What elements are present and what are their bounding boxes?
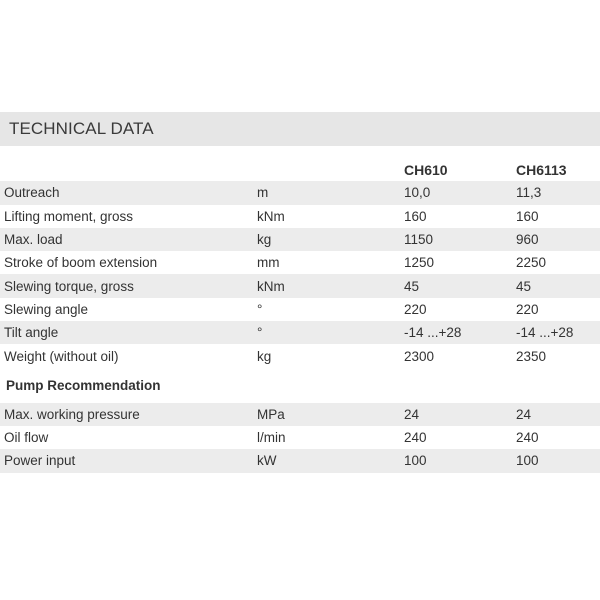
table-row <box>0 205 600 228</box>
row-value-ch6113: 2250 <box>516 255 547 271</box>
table-row <box>0 403 600 426</box>
row-value-ch610: 100 <box>404 453 427 469</box>
row-unit: kW <box>257 453 277 469</box>
row-value-ch6113: -14 ...+28 <box>516 325 574 341</box>
section-title: TECHNICAL DATA <box>0 112 600 146</box>
row-label: Outreach <box>4 185 60 201</box>
row-value-ch610: 1150 <box>404 232 434 248</box>
row-value-ch6113: 24 <box>516 406 532 422</box>
table-row <box>0 298 600 321</box>
row-value-ch610: 45 <box>404 278 420 294</box>
table-row <box>0 274 600 297</box>
row-unit: kNm <box>257 278 285 294</box>
row-value-ch610: 1250 <box>404 255 435 271</box>
row-value-ch6113: 220 <box>516 301 539 317</box>
row-value-ch610: 2300 <box>404 348 435 364</box>
row-value-ch610: 220 <box>404 301 427 317</box>
model-ch6113: CH6113 <box>516 161 567 178</box>
row-unit: kNm <box>257 208 285 224</box>
row-label: Power input <box>4 453 76 469</box>
row-label: Slewing angle <box>4 301 89 317</box>
row-value-ch6113: 240 <box>516 430 539 446</box>
table-row <box>0 449 600 472</box>
table-row <box>0 321 600 344</box>
row-unit: ° <box>257 325 263 341</box>
row-unit: kg <box>257 232 272 248</box>
spacer <box>0 146 600 158</box>
table-row <box>0 426 600 449</box>
row-unit: mm <box>257 255 280 271</box>
table-row <box>0 228 600 251</box>
row-unit: m <box>257 185 269 201</box>
model-header-row <box>0 158 600 181</box>
pump-section-title: Pump Recommendation <box>6 377 161 393</box>
row-label: Tilt angle <box>4 325 59 341</box>
model-ch610: CH610 <box>404 161 448 178</box>
row-value-ch610: 160 <box>404 208 427 224</box>
row-label: Lifting moment, gross <box>4 208 134 224</box>
row-label: Stroke of boom extension <box>4 255 158 271</box>
row-label: Max. working pressure <box>4 406 140 422</box>
row-label: Max. load <box>4 232 63 248</box>
row-value-ch610: 24 <box>404 406 420 422</box>
row-value-ch610: 10,0 <box>404 185 431 201</box>
row-value-ch610: 240 <box>404 430 427 446</box>
row-value-ch6113: 45 <box>516 278 532 294</box>
row-label: Slewing torque, gross <box>4 278 134 294</box>
row-value-ch6113: 100 <box>516 453 539 469</box>
table-row <box>0 344 600 367</box>
table-row <box>0 251 600 274</box>
row-value-ch6113: 11,3 <box>516 185 542 201</box>
row-unit: ° <box>257 301 263 317</box>
row-value-ch6113: 2350 <box>516 348 547 364</box>
row-unit: kg <box>257 348 272 364</box>
pump-table <box>0 403 600 473</box>
spec-table <box>0 181 600 367</box>
row-value-ch610: -14 ...+28 <box>404 325 462 341</box>
row-value-ch6113: 960 <box>516 232 539 248</box>
table-row <box>0 181 600 204</box>
row-label: Weight (without oil) <box>4 348 119 364</box>
technical-data-panel <box>0 112 600 473</box>
row-label: Oil flow <box>4 430 49 446</box>
row-value-ch6113: 160 <box>516 208 539 224</box>
row-unit: l/min <box>257 430 286 446</box>
row-unit: MPa <box>257 406 285 422</box>
